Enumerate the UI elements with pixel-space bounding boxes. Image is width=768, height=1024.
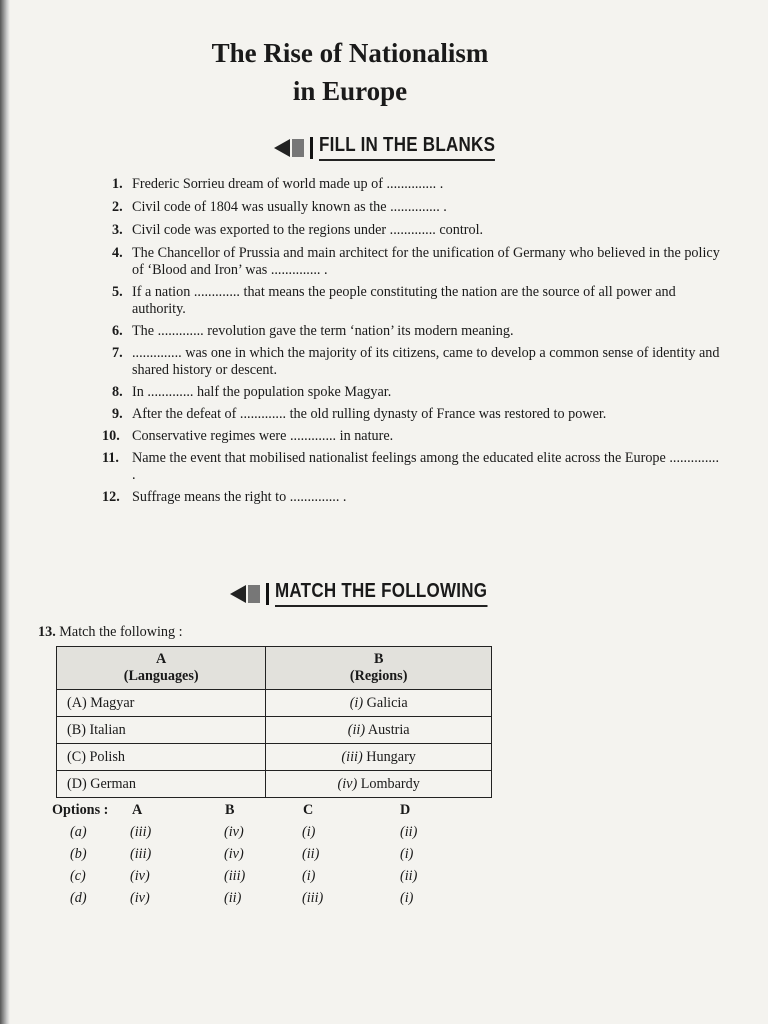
question-number: 4. [112, 245, 123, 261]
option-key: (b) [70, 846, 87, 862]
question-text: Civil code was exported to the regions under ............. control. [132, 222, 484, 238]
option-value: (iii) [302, 890, 324, 906]
section-block-icon [292, 139, 304, 157]
section-heading-fill-blanks [274, 134, 526, 161]
option-value: (i) [302, 824, 316, 840]
option-value: (ii) [302, 846, 320, 862]
question-number: 3. [112, 222, 123, 238]
options-col-header: A [132, 802, 143, 818]
column-label: (Regions) [349, 668, 408, 684]
question-item [112, 222, 722, 239]
match-table [56, 646, 492, 798]
option-value: (ii) [400, 824, 418, 840]
cell-region [266, 717, 492, 744]
question-text: Conservative regimes were ............. in nature. [132, 428, 394, 444]
question-item [112, 406, 722, 423]
table-row [57, 744, 492, 771]
cell-region [266, 771, 492, 798]
question-text: Suffrage means the right to .............. . [132, 489, 347, 505]
table-row [57, 771, 492, 798]
question-text: The Chancellor of Prussia and main architect for the unification of Germany who believed in the policy of ‘Blood and Iron’ was .............. . [132, 245, 720, 278]
cell-region [266, 690, 492, 717]
question-number: 13. [38, 624, 56, 640]
section-arrow-icon [274, 139, 290, 157]
option-value: (iv) [224, 846, 244, 862]
question-number: 2. [112, 199, 123, 215]
column-label: (Languages) [123, 668, 199, 684]
section-title-match: MATCH THE FOLLOWING [275, 580, 487, 607]
region-name: Austria [367, 721, 410, 738]
question-number: 6. [112, 323, 123, 339]
option-key: (d) [70, 890, 87, 906]
question-number: 1. [112, 176, 123, 192]
column-a-header [57, 647, 266, 690]
question-text: In ............. half the population spoke Magyar. [132, 384, 392, 400]
question-text: Match the following : [59, 624, 183, 640]
table-row [57, 717, 492, 744]
options-label: Options : [52, 802, 109, 818]
question-number: 9. [112, 406, 123, 422]
option-value: (ii) [400, 868, 418, 884]
question-item [112, 384, 722, 401]
options-col-header: D [400, 802, 411, 818]
question-13 [38, 624, 183, 641]
fill-in-blanks-list [102, 176, 722, 506]
region-numeral: (iv) [337, 775, 358, 792]
column-b-header [266, 647, 492, 690]
question-item [102, 450, 722, 484]
cell-language: (B) Italian [57, 717, 266, 744]
title-line-1: The Rise of Nationalism [211, 38, 489, 68]
question-number: 5. [112, 284, 123, 300]
region-name: Lombardy [360, 775, 420, 792]
page-edge-shadow [0, 0, 10, 1024]
option-key: (a) [70, 824, 87, 840]
question-text: Frederic Sorrieu dream of world made up of .............. . [132, 176, 444, 192]
question-number: 7. [112, 345, 123, 361]
options-col-header: C [303, 802, 314, 818]
option-value: (iv) [130, 890, 150, 906]
cell-language: (A) Magyar [57, 690, 266, 717]
question-item [102, 489, 722, 506]
column-letter: B [373, 651, 384, 667]
question-number: 8. [112, 384, 123, 400]
match-table-header [57, 647, 492, 690]
question-item [112, 245, 722, 279]
question-text: After the defeat of ............. the old rulling dynasty of France was restored to power. [132, 406, 607, 422]
cell-language: (C) Polish [57, 744, 266, 771]
option-key: (c) [70, 868, 86, 884]
region-name: Galicia [366, 694, 408, 711]
question-item [102, 428, 722, 445]
region-name: Hungary [366, 748, 416, 765]
question-item [112, 323, 722, 340]
question-number: 11. [102, 450, 119, 466]
option-value: (iii) [224, 868, 246, 884]
column-letter: A [156, 651, 167, 667]
option-value: (iii) [130, 824, 152, 840]
section-bar [310, 137, 313, 159]
table-row [57, 690, 492, 717]
question-item [112, 345, 722, 379]
question-text: Civil code of 1804 was usually known as the .............. . [132, 199, 447, 215]
section-heading-match [230, 580, 525, 607]
option-value: (i) [400, 890, 414, 906]
region-numeral: (i) [349, 694, 364, 711]
question-item [112, 176, 722, 193]
cell-language: (D) German [57, 771, 266, 798]
question-text: The ............. revolution gave the term ‘nation’ its modern meaning. [132, 323, 514, 339]
option-value: (ii) [224, 890, 242, 906]
option-value: (i) [400, 846, 414, 862]
section-bar [266, 583, 269, 605]
cell-region [266, 744, 492, 771]
section-block-icon [248, 585, 260, 603]
option-value: (iv) [130, 868, 150, 884]
page-title [150, 34, 550, 110]
region-numeral: (iii) [341, 748, 363, 765]
title-line-2: in Europe [292, 76, 408, 106]
question-number: 12. [102, 489, 120, 505]
question-item [112, 199, 722, 216]
question-text: If a nation ............. that means the people constituting the nation are the source of all power and authority. [132, 284, 676, 317]
region-numeral: (ii) [347, 721, 366, 738]
question-item [112, 284, 722, 318]
question-number: 10. [102, 428, 120, 444]
section-arrow-icon [230, 585, 246, 603]
options-col-header: B [225, 802, 235, 818]
section-title-fill-blanks: FILL IN THE BLANKS [319, 134, 495, 161]
option-value: (i) [302, 868, 316, 884]
option-value: (iii) [130, 846, 152, 862]
question-text: Name the event that mobilised nationalist feelings among the educated elite across the Europe .............. . [132, 450, 720, 483]
option-value: (iv) [224, 824, 244, 840]
question-text: .............. was one in which the majority of its citizens, came to develop a common sense of identity and shared history or descent. [132, 345, 720, 378]
